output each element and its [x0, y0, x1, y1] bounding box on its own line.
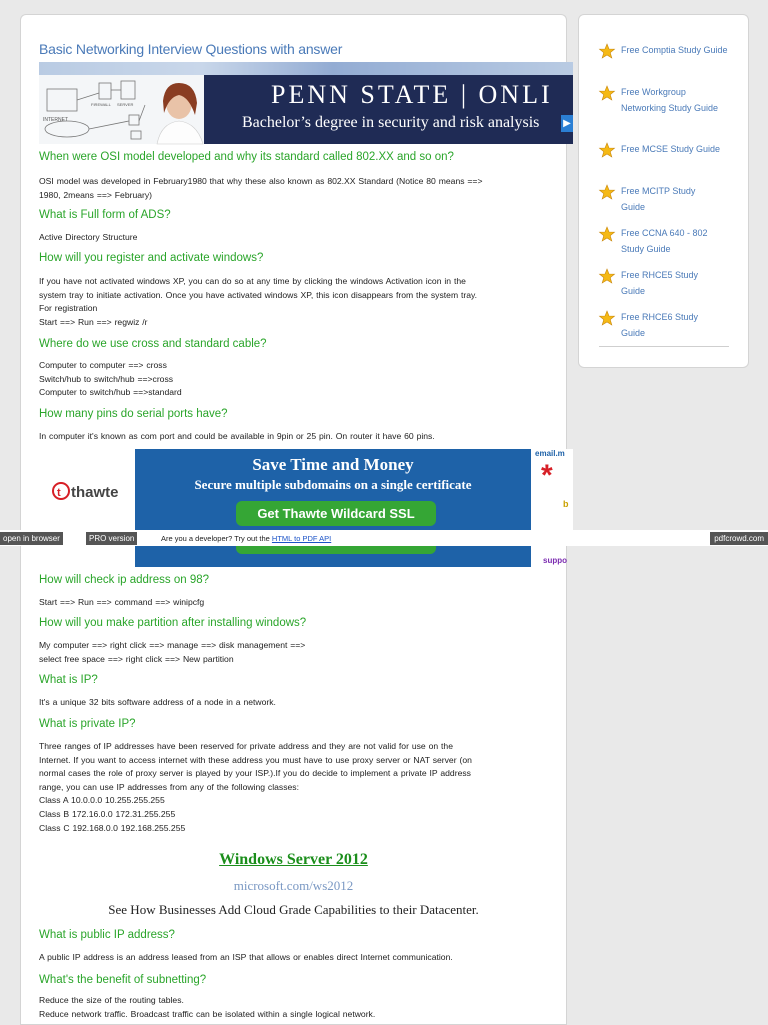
sidebar [578, 14, 749, 368]
question-heading: What is public IP address? [39, 929, 175, 941]
network-sketch [39, 75, 204, 144]
pro-version-button[interactable]: PRO version [86, 532, 137, 545]
email-text: email.m [535, 449, 565, 458]
windows-server-ad-title[interactable]: Windows Server 2012 [219, 851, 368, 868]
answer-text: In computer it's known as com port and could be available in 9pin or 25 pin. On router it have 60 pins. [39, 431, 435, 441]
html-to-pdf-api-link[interactable]: HTML to PDF API [271, 534, 332, 543]
answer-text: A public IP address is an address leased from an ISP that allows or enables direct Internet communication. [39, 952, 453, 962]
answer-text: OSI model was developed in February1980 that why these also known as 802.XX Standard (Notice 80 means ==> 1980, 2means ==> February) [39, 176, 483, 200]
sidebar-item-label[interactable]: Free RHCE6 Study Guide [621, 312, 699, 338]
article-panel [20, 14, 571, 535]
star-icon [599, 184, 615, 200]
thawte-logo-text: thawte [71, 484, 119, 501]
answer-text: Active Directory Structure [39, 232, 138, 242]
support-text: suppo [543, 556, 567, 565]
pdfcrowd-bar [0, 530, 768, 546]
sidebar-divider [599, 346, 729, 347]
developer-promo [161, 534, 331, 543]
question-heading: What's the benefit of subnetting? [39, 974, 207, 986]
developer-text: Are you a developer? Try out the [161, 534, 270, 543]
sidebar-item-label[interactable]: Free Workgroup Networking Study Guide [621, 87, 719, 113]
windows-server-ad-url[interactable]: microsoft.com/ws2012 [233, 878, 354, 893]
sidebar-item-label[interactable]: Free MCSE Study Guide [621, 144, 721, 154]
sidebar-item-workgroup[interactable] [599, 85, 734, 133]
ad-stripe [39, 62, 573, 75]
thawte-headline: Save Time and Money [252, 455, 414, 474]
sketch-label-internet: INTERNET [43, 117, 68, 123]
thawte-ad-continued[interactable] [39, 546, 573, 567]
get-wildcard-ssl-button[interactable]: Get Thawte Wildcard SSL [236, 501, 436, 526]
star-icon [599, 268, 615, 284]
sidebar-item-mcse[interactable] [599, 142, 734, 174]
answer-text: It's a unique 32 bits software address of a node in a network. [39, 697, 276, 707]
sidebar-item-mcitp[interactable] [599, 184, 734, 216]
penn-ad-title: PENN STATE | ONLI [271, 80, 553, 109]
answer-text: My computer ==> right click ==> manage ==> disk management ==> select free space ==> right click ==> New partition [39, 640, 306, 664]
question-heading: When were OSI model developed and why its standard called 802.XX and so on? [39, 151, 454, 163]
answer-text: Three ranges of IP addresses have been reserved for private address and they are not valid for use on the Internet. If you want to access internet with these address you must have to use proxy server or NAT server (on normal cases the role of proxy server is played by your ISP.).If you do decide to implement a private IP address range, you can use IP addresses from any of the following classes: Class A 10.0.0.0 10.255.255.255 Class B 172.16.0.0 172.31.255.255 Class C 192.168.0.0 192.168.255.255 [39, 741, 472, 833]
sidebar-item-label[interactable]: Free MCITP Study Guide [621, 186, 696, 212]
page-title[interactable]: Basic Networking Interview Questions with answer [39, 41, 343, 57]
answer-text: If you have not activated windows XP, you can do so at any time by clicking the windows Activation icon in the system tray to initiate activation. Once you have activated windows XP, this icon disappears from the system tray. For registration Start ==> Run ==> regwiz /r [39, 276, 478, 327]
penn-ad-subtitle: Bachelor’s degree in security and risk analysis [242, 114, 540, 131]
sidebar-item-rhce5[interactable] [599, 268, 734, 300]
question-heading: What is Full form of ADS? [39, 209, 171, 221]
question-heading: What is IP? [39, 674, 98, 686]
answer-text: Start ==> Run ==> command ==> winipcfg [39, 597, 205, 607]
sidebar-item-rhce6[interactable] [599, 310, 734, 342]
thawte-button-bottom [236, 546, 436, 554]
star-icon [599, 43, 615, 59]
asterisk-icon: * [541, 459, 553, 492]
open-in-browser-button[interactable]: open in browser [0, 532, 63, 545]
pdfcrowd-brand-link[interactable]: pdfcrowd.com [710, 532, 768, 545]
thawte-subline: Secure multiple subdomains on a single certificate [194, 477, 472, 492]
sketch-label-server: SERVER [117, 102, 134, 107]
question-heading: What is private IP? [39, 718, 136, 730]
question-heading: How many pins do serial ports have? [39, 408, 228, 420]
penn-state-ad[interactable] [39, 62, 573, 144]
ad-side-letter: b [563, 499, 569, 509]
answer-text: Computer to computer ==> cross Switch/hub to switch/hub ==>cross Computer to switch/hub ==>standard [39, 360, 182, 398]
question-heading: How will you make partition after installing windows? [39, 617, 307, 629]
sidebar-item-comptia[interactable] [599, 43, 734, 75]
sidebar-item-label[interactable]: Free CCNA 640 - 802 Study Guide [621, 228, 708, 254]
star-icon [599, 226, 615, 242]
article-panel-continued [20, 546, 567, 1025]
star-icon [599, 310, 615, 326]
sketch-label-firewall: FIREWALL [91, 102, 111, 107]
windows-server-ad-description: See How Businesses Add Cloud Grade Capabilities to their Datacenter. [108, 902, 479, 917]
question-heading: How will check ip address on 98? [39, 574, 210, 586]
sidebar-item-ccna[interactable] [599, 226, 734, 258]
sidebar-item-label[interactable]: Free Comptia Study Guide [621, 45, 728, 55]
play-arrow-icon[interactable]: ▶ [561, 115, 573, 132]
star-icon [599, 142, 615, 158]
answer-text: Reduce the size of the routing tables. Reduce network traffic. Broadcast traffic can be isolated within a single logical network. [39, 995, 376, 1019]
sidebar-item-label[interactable]: Free RHCE5 Study Guide [621, 270, 699, 296]
question-heading: How will you register and activate windows? [39, 252, 264, 264]
star-icon [599, 85, 615, 101]
question-heading: Where do we use cross and standard cable? [39, 338, 267, 350]
svg-text:t: t [57, 487, 61, 499]
